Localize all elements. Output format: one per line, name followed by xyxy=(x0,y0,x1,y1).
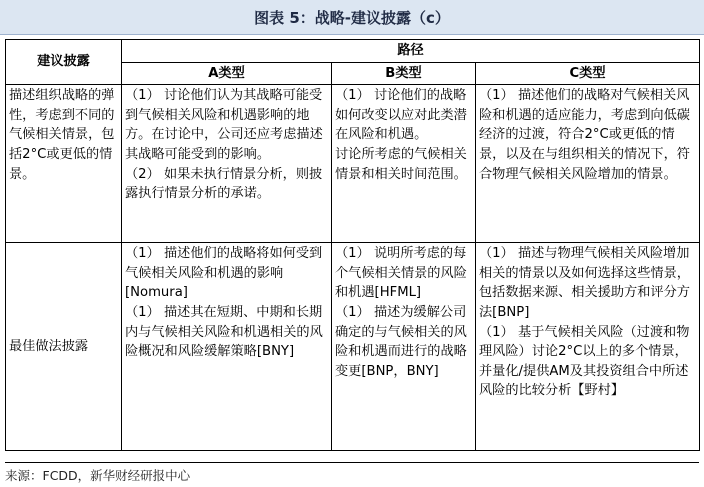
figure-title-text: 图表 5：战略-建议披露（c） xyxy=(254,8,450,27)
header-type-a: A类型 xyxy=(122,62,332,85)
table-row xyxy=(6,85,700,243)
cell-text: （1） 说明所考虑的每个气候相关情景的风险和机遇[HFML] xyxy=(335,246,467,301)
header-row-1 xyxy=(6,40,700,63)
cell-text: 讨论所考虑的气候相关情景和相关时间范围。 xyxy=(335,146,467,182)
strategy-disclosure-table xyxy=(5,39,700,451)
header-type-b: B类型 xyxy=(332,62,476,85)
cell-a-1 xyxy=(122,85,332,243)
cell-b-2 xyxy=(332,243,476,451)
cell-text: （2） 如果未执行情景分析，则披露执行情景分析的承诺。 xyxy=(125,166,323,202)
cell-text: （1） 讨论他们认为其战略可能受到气候相关风险和机遇影响的地方。在讨论中，公司还应考虑描述其战略可能受到的影响。 xyxy=(125,88,323,162)
cell-text: （1） 讨论他们的战略如何改变以应对此类潜在风险和机遇。 xyxy=(335,88,467,143)
cell-text: （1） 描述与物理气候相关风险增加相关的情景以及如何选择这些情景，包括数据来源、相关援助方和评分方法[BNP] xyxy=(479,246,690,320)
cell-text: （1） 基于气候相关风险（过渡和物理风险）讨论2°C以上的多个情景，并量化/提供AM及其投资组合中所述风险的比较分析【野村】 xyxy=(479,324,690,399)
cell-text: （1） 描述他们的战略对气候相关风险和机遇的适应能力，考虑到向低碳经济的过渡，符合2°C或更低的情景，以及在与组织相关的情况下，符合物理气候相关风险增加的情景。 xyxy=(479,88,690,182)
row-head-best-practice: 最佳做法披露 xyxy=(6,243,122,451)
header-recommend: 建议披露 xyxy=(6,40,122,85)
cell-c-2 xyxy=(476,243,700,451)
cell-text: （1） 描述他们的战略将如何受到气候相关风险和机遇的影响[Nomura] xyxy=(125,246,323,301)
figure-title xyxy=(0,0,704,35)
cell-text: （1） 描述为缓解公司确定的与气候相关的风险和机遇而进行的战略变更[BNP，BNY] xyxy=(335,304,467,379)
header-path: 路径 xyxy=(122,40,700,63)
source-note: 来源：FCDD，新华财经研报中心 xyxy=(5,462,699,484)
cell-a-2 xyxy=(122,243,332,451)
cell-c-1 xyxy=(476,85,700,243)
row-head-resilience: 描述组织战略的弹性，考虑到不同的气候相关情景，包括2°C或更低的情景。 xyxy=(6,85,122,243)
header-type-c: C类型 xyxy=(476,62,700,85)
cell-text: （1） 描述其在短期、中期和长期内与气候相关风险和机遇相关的风险概况和风险缓解策略[BNY] xyxy=(125,304,323,360)
cell-b-1 xyxy=(332,85,476,243)
table-row xyxy=(6,243,700,451)
